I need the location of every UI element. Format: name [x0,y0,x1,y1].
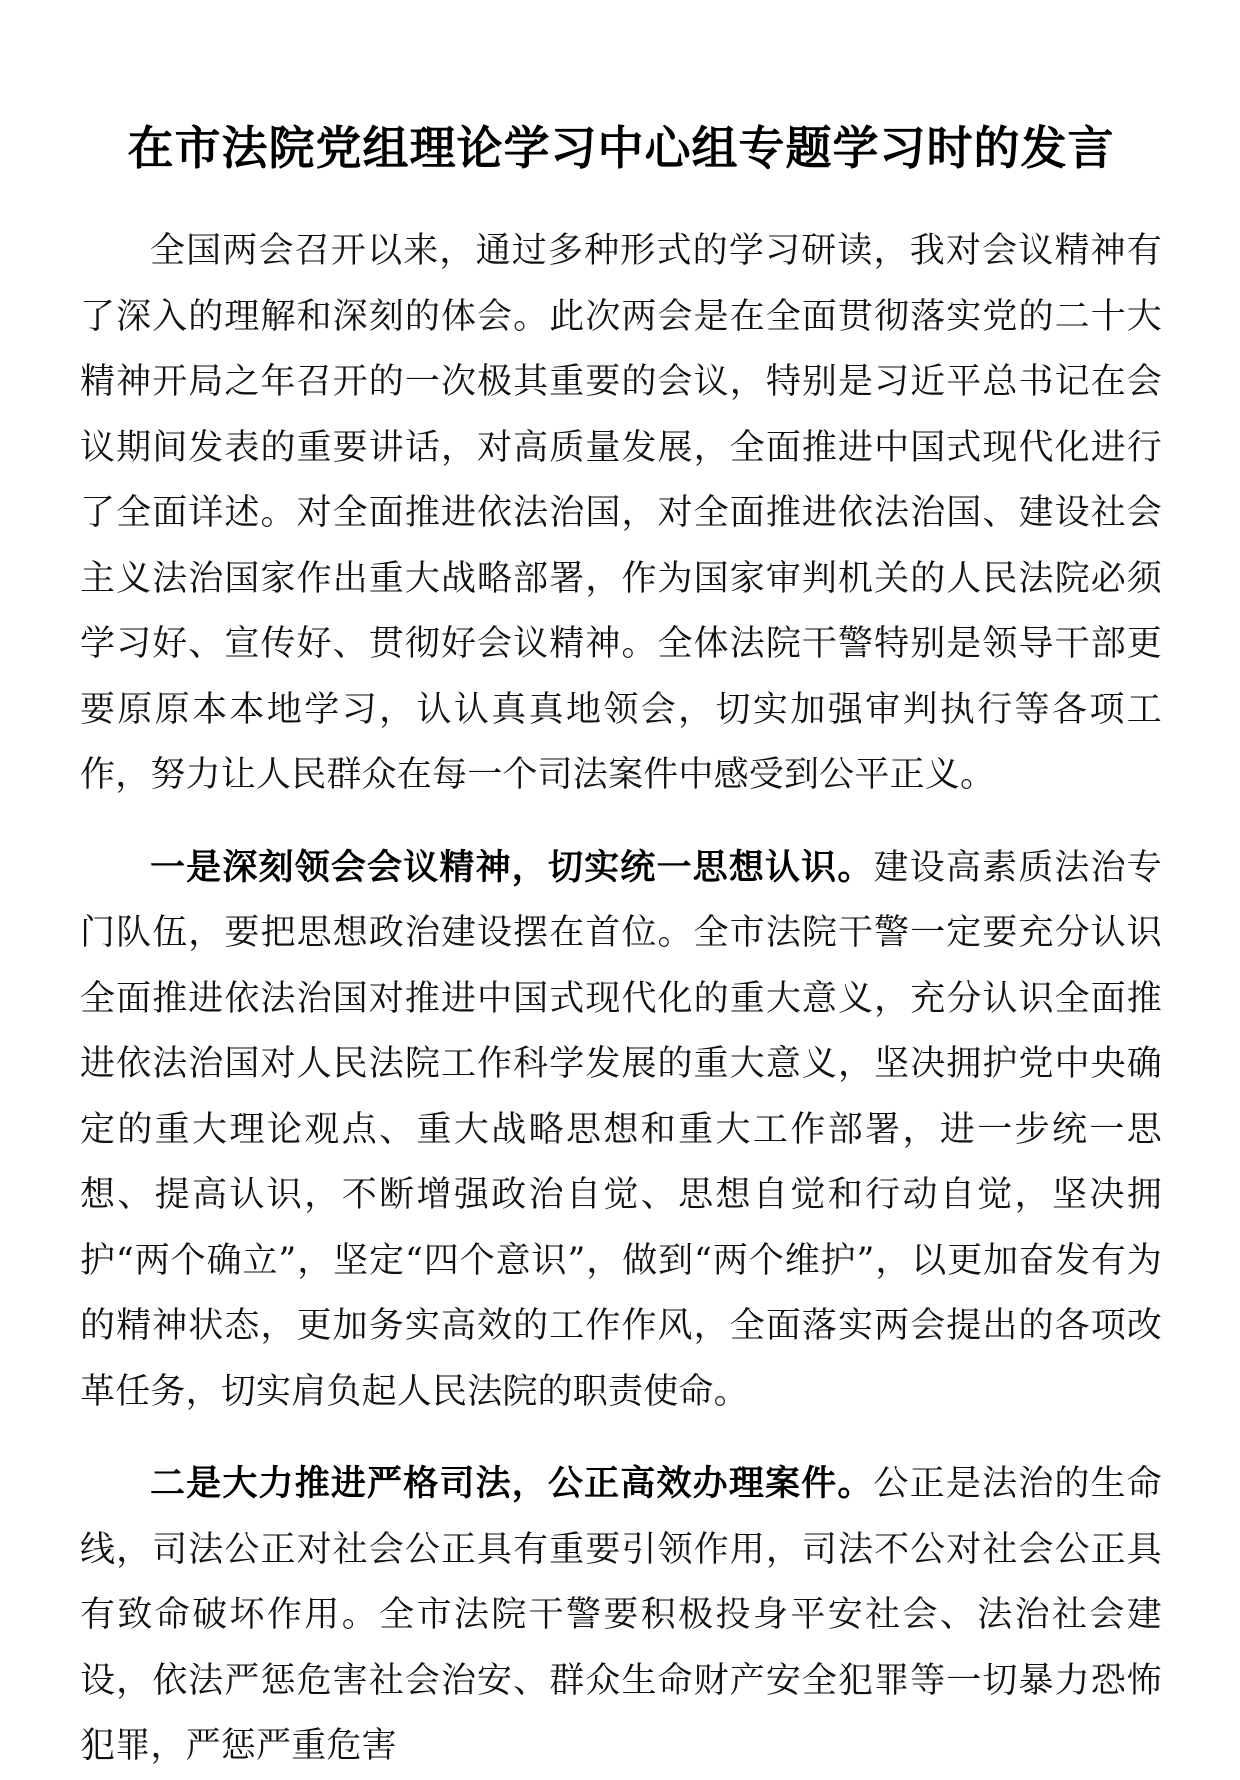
paragraph-body: 建设高素质法治专门队伍，要把思想政治建设摆在首位。全市法院干警一定要充分认识全面推进依法治国对推进中国式现代化的重大意义，充分认识全面推进依法治国对人民法院工作科学发展的重大意义，坚决拥护党中央确定的重大理论观点、重大战略思想和重大工作部署，进一步统一思想、提高认识，不断增强政治自觉、思想自觉和行动自觉，坚决拥护“两个确立”，坚定“四个意识”，做到“两个维护”，以更加奋发有为的精神状态，更加务实高效的工作作风，全面落实两会提出的各项改革任务，切实肩负起人民法院的职责使命。 [80,847,1162,1412]
paragraph-lead: 一是深刻领会会议精神，切实统一思想认识。 [150,846,874,888]
document-title: 在市法院党组理论学习中心组专题学习时的发言 [127,121,1115,175]
paragraph-body: 公正是法治的生命线，司法公正对社会公正具有重要引领作用，司法不公对社会公正具有致命破坏作用。全市法院干警要积极投身平安社会、法治社会建设，依法严惩危害社会治安、群众生命财产安全犯罪等一切暴力恐怖犯罪，严惩严重危害 [80,1464,1162,1766]
paragraph-point-one [80,835,1162,1426]
paragraph-lead: 二是大力推进严格司法，公正高效办理案件。 [150,1463,874,1504]
paragraph-intro [80,218,1162,809]
paragraph-point-two [80,1451,1162,1780]
paragraph-body: 全国两会召开以来，通过多种形式的学习研读，我对会议精神有了深入的理解和深刻的体会。此次两会是在全面贯彻落实党的二十大精神开局之年召开的一次极其重要的会议，特别是习近平总书记在会议期间发表的重要讲话，对高质量发展，全面推进中国式现代化进行了全面详述。对全面推进依法治国，对全面推进依法治国、建设社会主义法治国家作出重大战略部署，作为国家审判机关的人民法院必须学习好、宣传好、贯彻好会议精神。全体法院干警特别是领导干部更要原原本本地学习，认认真真地领会，切实加强审判执行等各项工作，努力让人民群众在每一个司法案件中感受到公平正义。 [80,231,1162,795]
